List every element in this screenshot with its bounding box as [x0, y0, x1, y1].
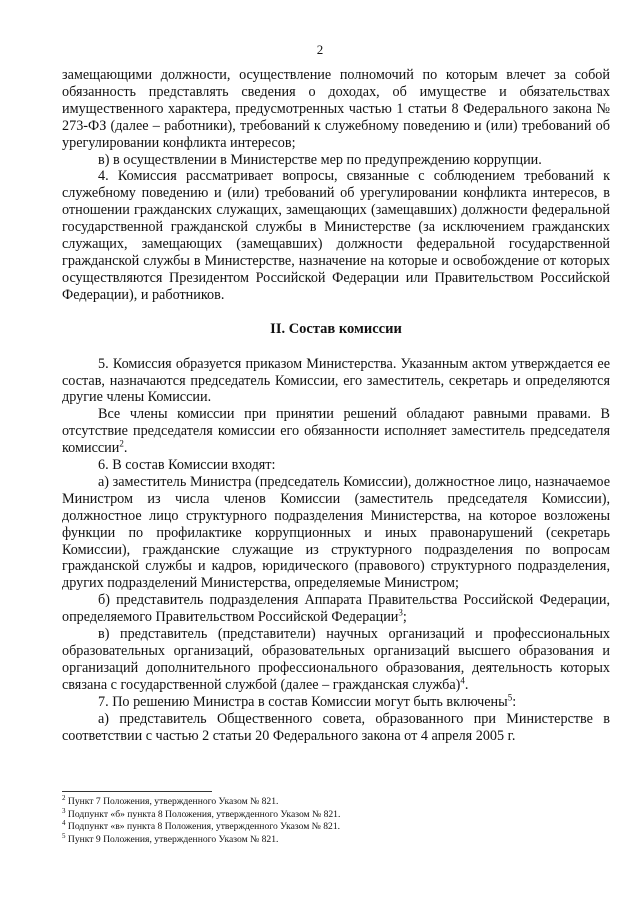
paragraph-punct: .	[464, 676, 469, 693]
paragraph-7a: а) представитель Общественного совета, образованного при Министерстве в соответствии с частью 2 статьи 20 Федерального закона от 4 апреля 2005 г.	[62, 710, 610, 744]
paragraph-6a: а) заместитель Министра (председатель Комиссии), должностное лицо, назначаемое Министром из числа членов Комиссии (заместитель председателя Комиссии), должностное лицо структурного подразделения Министерства, на которое возложены функции по профилактике коррупционных и иных правонарушений (секретарь Комиссии), гражданские служащие из структурного подразделения по вопросам гражданской службы и кадров, юридического (правового) структурного подразделения, других подразделений Министерства, определяемые Министром;	[62, 473, 610, 592]
paragraph-3v: в) в осуществлении в Министерстве мер по предупреждению коррупции.	[98, 151, 542, 168]
paragraph-equal-rights	[62, 406, 610, 457]
footnote	[62, 793, 610, 809]
paragraph-text: б) представитель подразделения Аппарата Правительства Российской Федерации, определяемого Правительством Российской Федерации	[62, 592, 610, 626]
footnote-mark: 3	[62, 806, 66, 815]
paragraph-continuation: замещающими должности, осуществление полномочий по которым влечет за собой обязанность представлять сведения о доходах, об имуществе и обязательствах имущественного характера, предусмотренных частью 1 статьи 8 Федерального закона № 273-ФЗ (далее – работники), требований к служебному поведению и (или) требований об урегулировании конфликта интересов;	[62, 67, 610, 151]
paragraph-text: Все члены комиссии при принятии решений обладают равными правами. В отсутствие председателя комиссии его обязанности исполняет заместитель председателя комиссии	[62, 406, 610, 457]
footnote-mark: 2	[62, 793, 66, 802]
footnote-mark: 5	[62, 831, 66, 840]
footnote-text: Подпункт «б» пункта 8 Положения, утвержденного Указом № 821.	[67, 808, 341, 820]
paragraph-punct: ;	[402, 609, 407, 626]
document-body	[62, 67, 610, 744]
page-number: 2	[316, 42, 324, 57]
footnotes	[62, 793, 610, 846]
paragraph-7	[62, 691, 610, 711]
footnote-text: Пункт 9 Положения, утвержденного Указом № 821.	[67, 833, 279, 845]
paragraph-text: 7. По решению Министра в состав Комиссии могут быть включены	[98, 693, 508, 710]
paragraph-6b	[62, 592, 610, 626]
section-heading: II. Состав комиссии	[270, 320, 402, 337]
footnote-ref-2: 2	[119, 438, 124, 449]
footnote	[62, 831, 610, 847]
footnote-text: Подпункт «в» пункта 8 Положения, утвержденного Указом № 821.	[67, 821, 341, 833]
footnote-ref-5: 5	[507, 691, 513, 702]
paragraph-6: 6. В состав Комиссии входят:	[98, 457, 276, 474]
paragraph-punct: :	[512, 693, 517, 710]
footnote-mark: 4	[62, 819, 66, 827]
paragraph-4: 4. Комиссия рассматривает вопросы, связанные с соблюдением требований к служебному поведению и (или) требований об урегулировании конфликта интересов, в отношении гражданских служащих, замещающих (замещавших) должности федеральной государственной гражданской службы в Министерстве (за исключением гражданских служащих, замещающих (замещавших) должности федеральной государственной гражданской службы в Министерстве, назначение на которые и освобождение от которых осуществляются Президентом Российской Федерации или Правительством Российской Федерации), и работников.	[62, 168, 610, 303]
footnote-divider	[62, 791, 212, 792]
footnote	[62, 821, 610, 834]
footnote-text: Пункт 7 Положения, утвержденного Указом № 821.	[67, 796, 279, 807]
paragraph-text: в) представитель (представители) научных организаций и профессиональных образовательных организаций, образовательных организаций высшего образования и организаций дополнительного профессионального образования, деятельность которых связана с государственной службой (далее – гражданская служба)	[62, 626, 610, 693]
paragraph-6v	[62, 626, 610, 694]
paragraph-5: 5. Комиссия образуется приказом Министерства. Указанным актом утверждается ее состав, назначаются председатель Комиссии, его заместитель, секретарь и определяются другие члены Комиссии.	[62, 355, 610, 406]
footnote-ref-4: 4	[460, 675, 465, 686]
footnote-ref-3: 3	[398, 607, 403, 618]
footnote	[62, 806, 610, 822]
paragraph-punct: .	[123, 440, 128, 457]
